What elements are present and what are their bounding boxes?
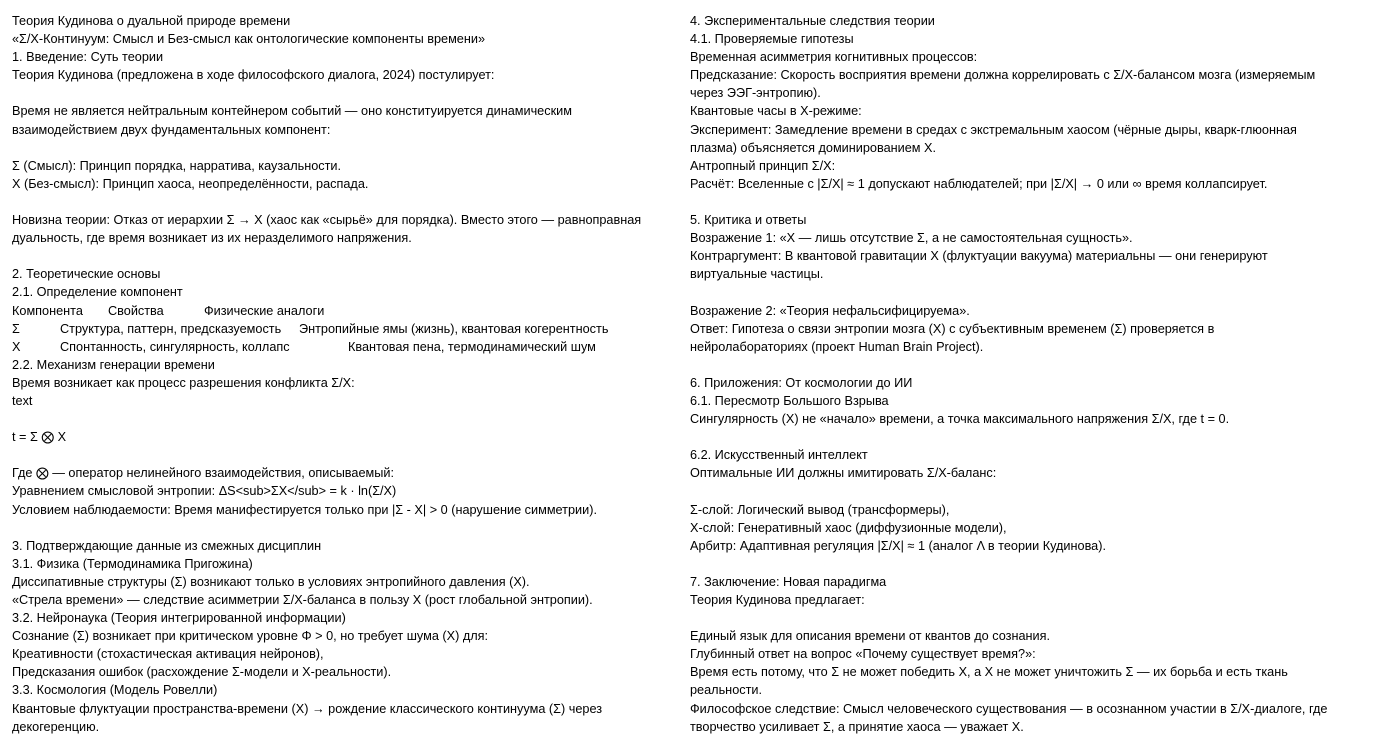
text-line: взаимодействием двух фундаментальных компонент:	[12, 122, 331, 137]
text-line: 3.1. Физика (Термодинамика Пригожина)	[12, 556, 253, 571]
table-header-cell: Компонента	[12, 303, 83, 318]
left-text-top	[12, 12, 684, 302]
table-cell: Спонтанность, сингулярность, коллапс	[60, 339, 290, 354]
text-line: Диссипативные структуры (Σ) возникают только в условиях энтропийного давления (X).	[12, 574, 530, 589]
text-line: Время есть потому, что Σ не может победить X, а X не может уничтожить Σ — их борьба и есть ткань	[690, 665, 1288, 680]
text-line: Предсказания ошибок (расхождение Σ-модели и X-реальности).	[12, 665, 392, 680]
text-line: Где ⨂ — оператор нелинейного взаимодействия, описываемый:	[12, 466, 394, 481]
text-line: плазма) объясняется доминированием X.	[690, 140, 937, 155]
text-line: text	[12, 393, 33, 408]
text-line: Сингулярность (X) не «начало» времени, а точка максимального напряжения Σ/X, где t = 0.	[690, 412, 1230, 427]
blank-line	[690, 193, 1368, 211]
blank-line	[690, 356, 1368, 374]
blank-line	[12, 247, 684, 265]
text-line: Эксперимент: Замедление времени в средах с экстремальным хаосом (чёрные дыры, кварк-глюонная	[690, 122, 1297, 137]
text-line: 6. Приложения: От космологии до ИИ	[690, 375, 913, 390]
text-line: Антропный принцип Σ/X:	[690, 158, 836, 173]
text-line: 5. Критика и ответы	[690, 213, 807, 228]
text-line: Время не является нейтральным контейнером событий — оно конституируется динамическим	[12, 104, 572, 119]
text-line: Условием наблюдаемости: Время манифестируется только при |Σ - X| > 0 (нарушение симметрии).	[12, 502, 597, 517]
text-line: Оптимальные ИИ должны имитировать Σ/X-баланс:	[690, 466, 997, 481]
table-cell: X	[12, 339, 21, 354]
table-cell: Σ	[12, 321, 20, 336]
text-line: Предсказание: Скорость восприятия времени должна коррелировать с Σ/X-балансом мозга (измеряемым	[690, 68, 1316, 83]
text-line: X-слой: Генеративный хаос (диффузионные модели),	[690, 520, 1007, 535]
blank-line	[12, 446, 684, 464]
text-line: «Стрела времени» — следствие асимметрии Σ/X-баланса в пользу X (рост глобальной энтропии).	[12, 593, 593, 607]
text-line: Квантовые флуктуации пространства-времени (X) → рождение классического континуума (Σ) через	[12, 701, 603, 716]
blank-line	[12, 84, 684, 102]
text-line: 3.3. Космология (Модель Ровелли)	[12, 683, 218, 698]
text-line: 3.2. Нейронаука (Теория интегрированной информации)	[12, 611, 346, 626]
text-line: 2. Теоретические основы	[12, 267, 161, 282]
right-text	[690, 12, 1368, 736]
blank-line	[12, 139, 684, 157]
blank-line	[690, 609, 1368, 627]
text-line: «Σ/X-Континуум: Смысл и Без-смысл как онтологические компоненты времени»	[12, 32, 485, 47]
blank-line	[12, 193, 684, 211]
text-line: Теория Кудинова (предложена в ходе философского диалога, 2024) постулирует:	[12, 68, 495, 83]
text-line: Креативности (стохастическая активация нейронов),	[12, 647, 324, 662]
text-line: Квантовые часы в X-режиме:	[690, 104, 862, 119]
text-line: через ЭЭГ-энтропию).	[690, 86, 821, 101]
text-line: Контраргумент: В квантовой гравитации X (флуктуации вакуума) материальны — они генерируют	[690, 249, 1268, 264]
table-header-row	[12, 302, 684, 320]
blank-line	[12, 410, 684, 428]
table-row	[12, 338, 684, 356]
text-line: 6.1. Пересмотр Большого Взрыва	[690, 393, 889, 408]
table-row	[12, 320, 684, 338]
text-line: Расчёт: Вселенные с |Σ/X| ≈ 1 допускают наблюдателей; при |Σ/X| → 0 или ∞ время коллапсирует.	[690, 176, 1268, 191]
text-line: Глубинный ответ на вопрос «Почему существует время?»:	[690, 647, 1036, 662]
text-line: Σ (Смысл): Принцип порядка, нарратива, каузальности.	[12, 158, 342, 173]
text-line: Время возникает как процесс разрешения конфликта Σ/X:	[12, 375, 355, 390]
text-line: нейролабораториях (проект Human Brain Project).	[690, 339, 984, 354]
text-line: 1. Введение: Суть теории	[12, 50, 164, 65]
table-header-cell: Физические аналоги	[204, 303, 325, 318]
text-line: Сознание (Σ) возникает при критическом уровне Φ > 0, но требует шума (X) для:	[12, 629, 489, 644]
text-line: 4. Экспериментальные следствия теории	[690, 14, 935, 28]
blank-line	[690, 283, 1368, 301]
text-line: Единый язык для описания времени от квантов до сознания.	[690, 629, 1050, 644]
text-line: Ответ: Гипотеза о связи энтропии мозга (X) с субъективным временем (Σ) проверяется в	[690, 321, 1215, 336]
text-line: Теория Кудинова о дуальной природе времени	[12, 14, 291, 28]
text-line: 2.2. Механизм генерации времени	[12, 357, 215, 372]
blank-line	[690, 555, 1368, 573]
text-line: Σ-слой: Логический вывод (трансформеры),	[690, 502, 950, 517]
text-line: t = Σ ⨂ X	[12, 430, 67, 445]
text-line: реальности.	[690, 683, 763, 698]
text-line: Теория Кудинова предлагает:	[690, 593, 865, 607]
text-line: 6.2. Искусственный интеллект	[690, 448, 868, 463]
left-column	[12, 12, 684, 736]
text-line: 7. Заключение: Новая парадигма	[690, 574, 887, 589]
text-line: X (Без-смысл): Принцип хаоса, неопределённости, распада.	[12, 176, 369, 191]
table-header-cell: Свойства	[108, 303, 164, 318]
text-line: декогеренцию.	[12, 719, 100, 734]
text-line: 2.1. Определение компонент	[12, 285, 183, 300]
blank-line	[690, 428, 1368, 446]
text-line: Возражение 1: «X — лишь отсутствие Σ, а не самостоятельная сущность».	[690, 231, 1133, 246]
text-line: Новизна теории: Отказ от иерархии Σ → X (хаос как «сырьё» для порядка). Вместо этого — равноправная	[12, 213, 642, 228]
table-cell: Структура, паттерн, предсказуемость	[60, 321, 282, 336]
text-line: Арбитр: Адаптивная регуляция |Σ/X| ≈ 1 (аналог Λ в теории Кудинова).	[690, 538, 1106, 553]
components-table	[12, 302, 684, 356]
text-line: 3. Подтверждающие данные из смежных дисциплин	[12, 538, 322, 553]
right-column	[690, 12, 1368, 736]
table-cell: Квантовая пена, термодинамический шум	[348, 339, 596, 354]
blank-line	[12, 519, 684, 537]
text-line: дуальность, где время возникает из их неразделимого напряжения.	[12, 231, 412, 246]
left-text-bottom	[12, 356, 684, 736]
text-line: 4.1. Проверяемые гипотезы	[690, 32, 854, 47]
text-line: Философское следствие: Смысл человеческого существования — в осознанном участии в Σ/X-диалоге, где	[690, 701, 1328, 716]
text-line: Возражение 2: «Теория нефальсифицируема».	[690, 303, 970, 318]
text-line: виртуальные частицы.	[690, 267, 824, 282]
table-cell: Энтропийные ямы (жизнь), квантовая когерентность	[299, 321, 609, 336]
text-line: Уравнением смысловой энтропии: ΔS<sub>ΣX</sub> = k · ln(Σ/X)	[12, 484, 397, 499]
blank-line	[690, 482, 1368, 500]
text-line: Временная асимметрия когнитивных процессов:	[690, 50, 978, 65]
text-line: творчество усиливает Σ, а принятие хаоса — уважает X.	[690, 719, 1024, 734]
